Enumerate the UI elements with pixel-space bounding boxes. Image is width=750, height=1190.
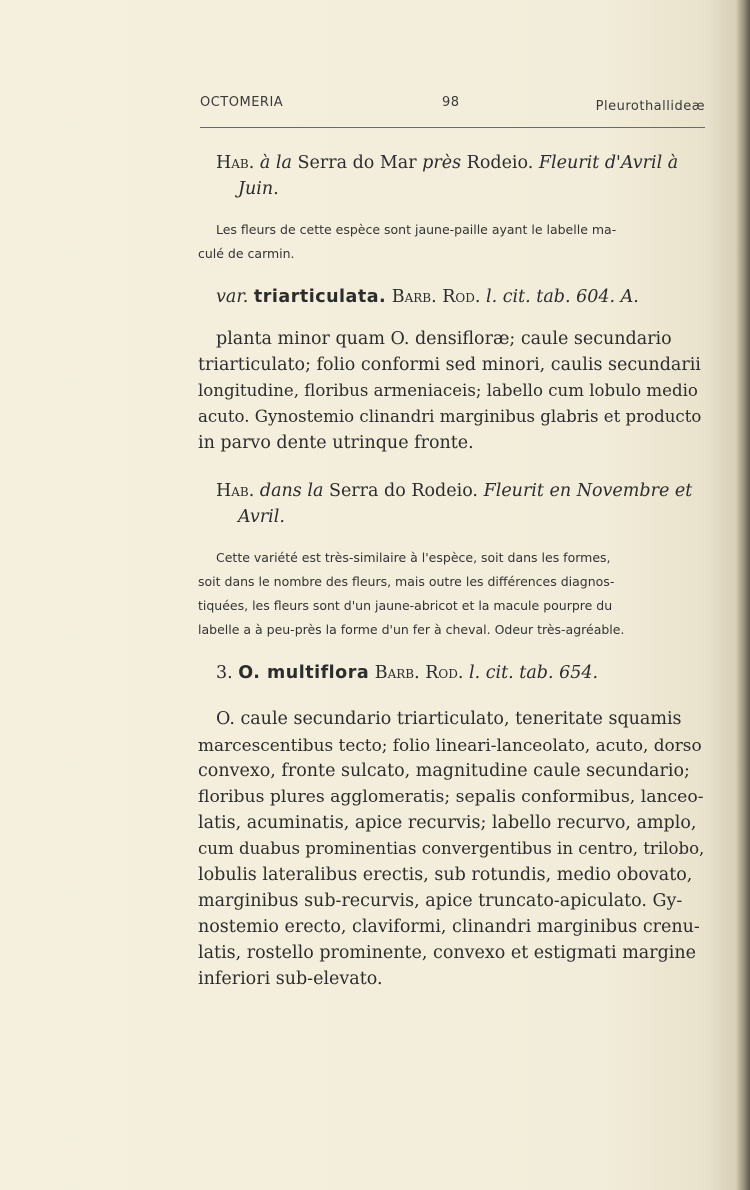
habitat-2: Hab. dans la Serra do Rodeio. Fleurit en Novembre et Avril. (216, 481, 693, 527)
header-family: Pleurothallideæ (595, 99, 705, 114)
note-2: Cette variété est très-similaire à l'espèce, soit dans les formes, soit dans le nombre des fleurs, mais outre les différences diagnos- tiquées, les fleurs sont d'un jaune-abricot et la macule pourpre du labelle a à peu-près la forme d'un fer à cheval. Odeur très-agréable. (198, 550, 625, 637)
variety-heading: var. triarticulata. Barb. Rod. l. cit. tab. 604. A. (216, 287, 639, 307)
variety-name: triarticulata. (253, 287, 387, 307)
habitat-1: Hab. à la Serra do Mar près Rodeio. Fleurit d'Avril à Juin. (216, 153, 679, 199)
page-number: 98 (442, 95, 460, 110)
variety-description: planta minor quam O. densifloræ; caule secundario triarticulato; folio conformi sed minori, caulis secundarii longitudine, floribus armeniaceis; labello cum lobulo medio acuto. Gynostemio clinandri marginibus glabris et producto in parvo dente utrinque fronte. (198, 329, 702, 453)
running-header (200, 95, 705, 117)
page-edge-shadow (736, 0, 750, 1190)
note-1: Les fleurs de cette espèce sont jaune-paille ayant le labelle ma- culé de carmin. (198, 222, 617, 261)
header-rule (200, 127, 705, 128)
header-genus: OCTOMERIA (200, 95, 284, 110)
species-name: O. multiflora (238, 663, 370, 683)
species-description: O. caule secundario triarticulato, teneritate squamis marcescentibus tecto; folio lineari-lanceolato, acuto, dorso convexo, fronte sulcato, magnitudine caule secundario; floribus plures agglomeratis; sepalis conformibus, lanceo- latis, acuminatis, apice recurvis; labello recurvo, amplo, cum duabus prominentias convergentibus in centro, trilobo, lobulis lateralibus erectis, sub rotundis, medio obovato, marginibus sub-recurvis, apice truncato-apiculato. Gy- nostemio erecto, claviformi, clinandri marginibus crenu- latis, rostello prominente, convexo et estigmati margine inferiori sub-elevato. (198, 709, 705, 989)
species-heading: 3. O. multiflora Barb. Rod. l. cit. tab. 654. (216, 663, 599, 683)
hab-label: Hab. (216, 153, 255, 173)
